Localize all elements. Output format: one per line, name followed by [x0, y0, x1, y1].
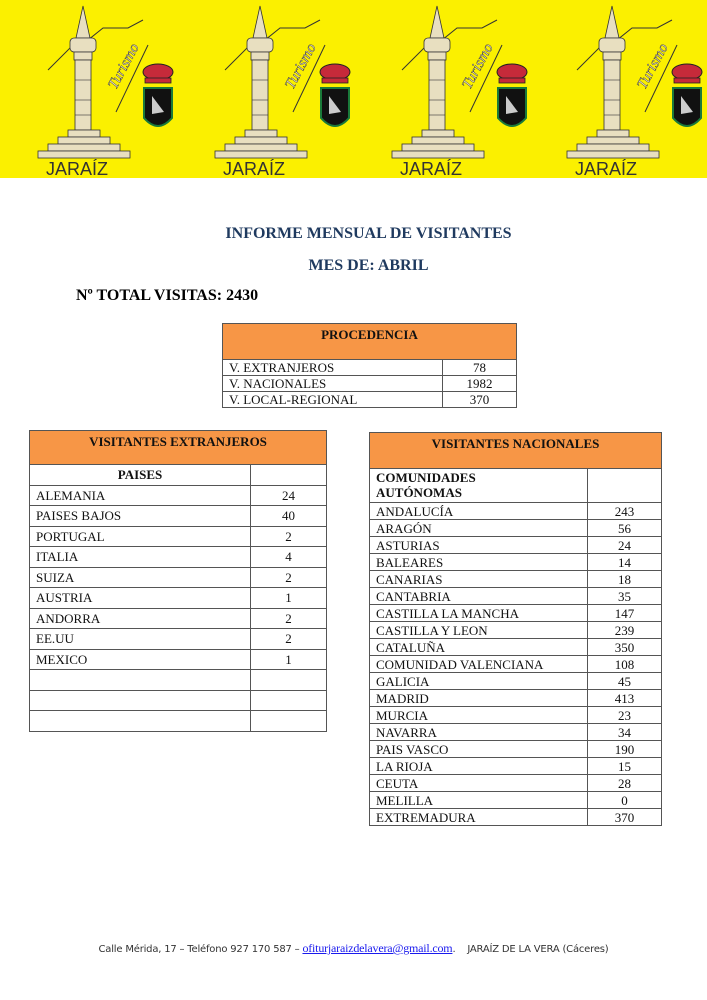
row-label: PAIS VASCO	[370, 741, 588, 758]
row-label: CATALUÑA	[370, 639, 588, 656]
header-banner	[0, 0, 707, 178]
svg-text:Turismo: Turismo	[634, 40, 672, 92]
row-label: COMUNIDAD VALENCIANA	[370, 656, 588, 673]
row-label: MURCIA	[370, 707, 588, 724]
subheader-line: AUTÓNOMAS	[376, 485, 462, 500]
row-value: 15	[588, 758, 662, 775]
row-value: 24	[588, 537, 662, 554]
paises-subheader: PAISES	[30, 465, 251, 486]
row-label: MADRID	[370, 690, 588, 707]
row-label	[30, 711, 251, 732]
row-label: CASTILLA LA MANCHA	[370, 605, 588, 622]
row-value: 350	[588, 639, 662, 656]
row-label: ANDALUCÍA	[370, 503, 588, 520]
svg-text:JARAÍZ: JARAÍZ	[223, 159, 286, 178]
row-label: BALEARES	[370, 554, 588, 571]
row-label: AUSTRIA	[30, 588, 251, 609]
svg-text:Turismo: Turismo	[282, 40, 320, 92]
row-value: 239	[588, 622, 662, 639]
row-value: 147	[588, 605, 662, 622]
row-value: 24	[251, 485, 327, 506]
svg-text:Turismo: Turismo	[459, 40, 497, 92]
row-label: LA RIOJA	[370, 758, 588, 775]
row-value: 14	[588, 554, 662, 571]
nacionales-table	[369, 432, 662, 826]
table-row	[370, 656, 662, 673]
row-label: ITALIA	[30, 547, 251, 568]
row-label: MEXICO	[30, 649, 251, 670]
subheader-line: COMUNIDADES	[376, 470, 476, 485]
row-label: EXTREMADURA	[370, 809, 588, 826]
table-row	[370, 520, 662, 537]
table-row	[370, 622, 662, 639]
table-row	[370, 809, 662, 826]
row-label: V. LOCAL-REGIONAL	[223, 392, 443, 408]
row-label: NAVARRA	[370, 724, 588, 741]
row-value: 4	[251, 547, 327, 568]
footer-email-link[interactable]: ofiturjaraizdelavera@gmail.com	[302, 941, 453, 955]
extranjeros-table	[29, 430, 327, 732]
row-value: 78	[443, 360, 517, 376]
row-value	[251, 690, 327, 711]
table-row	[30, 506, 327, 527]
row-value: 23	[588, 707, 662, 724]
row-value: 1	[251, 588, 327, 609]
table-row	[30, 711, 327, 732]
table-row	[370, 758, 662, 775]
row-label: PAISES BAJOS	[30, 506, 251, 527]
row-value: 108	[588, 656, 662, 673]
row-label: PORTUGAL	[30, 526, 251, 547]
procedencia-header: PROCEDENCIA	[223, 324, 517, 360]
table-row	[30, 629, 327, 650]
table-row	[30, 547, 327, 568]
row-value: 1	[251, 649, 327, 670]
svg-text:Turismo: Turismo	[105, 40, 143, 92]
row-label: CANARIAS	[370, 571, 588, 588]
row-value: 2	[251, 567, 327, 588]
table-row	[30, 608, 327, 629]
row-value: 1982	[443, 376, 517, 392]
tourism-logo	[557, 0, 707, 178]
footer-address: Calle Mérida, 17 – Teléfono 927 170 587 –	[98, 944, 300, 955]
table-row	[370, 554, 662, 571]
table-row	[370, 724, 662, 741]
row-label: ANDORRA	[30, 608, 251, 629]
total-visits: Nº TOTAL VISITAS: 2430	[76, 287, 259, 304]
row-value: 34	[588, 724, 662, 741]
row-label: ASTURIAS	[370, 537, 588, 554]
svg-text:JARAÍZ: JARAÍZ	[400, 159, 463, 178]
table-row	[30, 649, 327, 670]
table-row	[30, 567, 327, 588]
table-row	[30, 485, 327, 506]
row-value	[251, 711, 327, 732]
row-value: 45	[588, 673, 662, 690]
table-row	[370, 792, 662, 809]
row-label: CASTILLA Y LEON	[370, 622, 588, 639]
row-value	[251, 670, 327, 691]
row-label: CEUTA	[370, 775, 588, 792]
tourism-logo	[28, 0, 178, 178]
footer	[0, 941, 707, 956]
row-label: SUIZA	[30, 567, 251, 588]
row-label: ALEMANIA	[30, 485, 251, 506]
row-label: EE.UU	[30, 629, 251, 650]
comunidades-subheader	[370, 469, 588, 503]
row-value: 370	[588, 809, 662, 826]
row-value: 28	[588, 775, 662, 792]
footer-city: JARAÍZ DE LA VERA (Cáceres)	[467, 944, 609, 955]
table-row	[370, 588, 662, 605]
procedencia-table	[222, 323, 517, 408]
row-value: 243	[588, 503, 662, 520]
table-row	[30, 588, 327, 609]
tourism-logo	[205, 0, 355, 178]
table-row	[223, 376, 517, 392]
row-label	[30, 690, 251, 711]
svg-text:JARAÍZ: JARAÍZ	[46, 159, 109, 178]
row-label	[30, 670, 251, 691]
table-row	[30, 670, 327, 691]
table-row	[30, 526, 327, 547]
table-row	[370, 571, 662, 588]
row-value: 370	[443, 392, 517, 408]
table-row	[370, 775, 662, 792]
table-row	[370, 639, 662, 656]
row-label: V. NACIONALES	[223, 376, 443, 392]
table-row	[223, 360, 517, 376]
row-label: V. EXTRANJEROS	[223, 360, 443, 376]
row-value: 190	[588, 741, 662, 758]
table-row	[370, 605, 662, 622]
table-row	[30, 690, 327, 711]
svg-text:JARAÍZ: JARAÍZ	[575, 159, 638, 178]
table-row	[370, 707, 662, 724]
table-row	[370, 537, 662, 554]
table-row	[370, 690, 662, 707]
row-value: 2	[251, 526, 327, 547]
footer-dot: .	[452, 944, 456, 955]
row-value: 40	[251, 506, 327, 527]
row-label: GALICIA	[370, 673, 588, 690]
row-value: 0	[588, 792, 662, 809]
row-label: ARAGÓN	[370, 520, 588, 537]
table-row	[370, 503, 662, 520]
row-value: 2	[251, 629, 327, 650]
table-row	[370, 673, 662, 690]
empty-cell	[588, 469, 662, 503]
row-value: 413	[588, 690, 662, 707]
nacionales-header: VISITANTES NACIONALES	[370, 433, 662, 469]
report-month: MES DE: ABRIL	[308, 257, 429, 274]
report-title: INFORME MENSUAL DE VISITANTES	[225, 225, 512, 242]
tourism-logo	[382, 0, 532, 178]
empty-cell	[251, 465, 327, 486]
table-row	[370, 741, 662, 758]
row-value: 56	[588, 520, 662, 537]
row-value: 18	[588, 571, 662, 588]
row-label: CANTABRIA	[370, 588, 588, 605]
row-value: 2	[251, 608, 327, 629]
row-value: 35	[588, 588, 662, 605]
row-label: MELILLA	[370, 792, 588, 809]
table-row	[223, 392, 517, 408]
extranjeros-header: VISITANTES EXTRANJEROS	[30, 431, 327, 465]
